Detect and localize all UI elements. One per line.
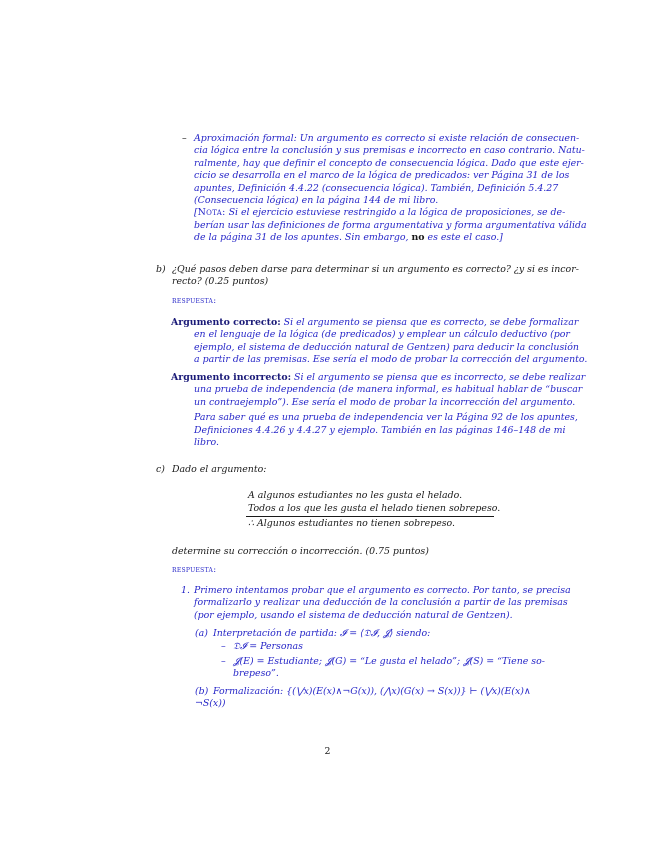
correct-argument-block bbox=[171, 317, 588, 367]
question-c bbox=[156, 464, 572, 476]
formal-line-1: Aproximación formal: Un argumento es correcto si existe relación de consecuen- bbox=[194, 133, 580, 144]
note-text-3: de la página 31 de los apuntes. Sin embargo, bbox=[194, 232, 412, 244]
respuesta-c-label bbox=[172, 564, 216, 576]
item-1-line-2: formalizarlo y realizar una deducción de la conclusión a partir de las premisas bbox=[194, 597, 568, 609]
incorrect-first-text: Si el argumento se piensa que es incorrecto, se debe realizar bbox=[291, 372, 586, 383]
formal-line-5: apuntes, Definición 4.4.22 (consecuencia lógica). También, Definición 5.4.27 bbox=[194, 182, 559, 194]
argument-premise-1: A algunos estudiantes no les gusta el helado. bbox=[248, 490, 463, 501]
question-c-intro: Dado el argumento: bbox=[172, 464, 267, 475]
item-1a-text: Interpretación de partida: 𝓘 = ⟨𝔇𝓘, 𝓙⟩ siendo: bbox=[213, 628, 431, 639]
item-1a bbox=[195, 628, 573, 640]
incorrect-line-2: una prueba de independencia (de manera informal, es habitual hablar de “buscar bbox=[194, 384, 583, 396]
dash-bullet: – bbox=[182, 133, 187, 144]
incorrect-para-3: libro. bbox=[194, 437, 219, 449]
note-open-bracket: [ bbox=[194, 207, 198, 219]
item-1a-label: (a) bbox=[195, 628, 208, 639]
item-1b bbox=[195, 686, 583, 711]
incorrect-argument-block bbox=[171, 372, 586, 449]
page-number: 2 bbox=[324, 746, 331, 757]
item-1b-text: Formalización: {(⋁x)(E(x)∧¬G(x)), (⋀x)(G(x) → S(x))} ⊢ (⋁x)(E(x)∧ bbox=[213, 686, 531, 697]
correct-line-2: en el lenguaje de la lógica (de predicados) y emplear un cálculo deductivo (por bbox=[194, 329, 570, 341]
item-1a-sub-1 bbox=[221, 641, 573, 653]
question-b-line-2: recto? (0.25 puntos) bbox=[172, 276, 269, 288]
incorrect-para-1: Para saber qué es una prueba de independencia ver la Página 92 de los apuntes, bbox=[194, 412, 578, 424]
question-b bbox=[156, 264, 579, 289]
formal-approach-block bbox=[182, 133, 587, 245]
item-1a-sub-2 bbox=[221, 656, 573, 681]
formal-line-6: (Consecuencia lógica) en la página 144 de mi libro. bbox=[194, 195, 439, 207]
correct-title: Argumento correcto: bbox=[171, 317, 281, 328]
formal-line-3: ralmente, hay que definir el concepto de consecuencia lógica. Dado que este ejer- bbox=[194, 157, 584, 169]
question-b-line-1: ¿Qué pasos deben darse para determinar si un argumento es correcto? ¿y si es incor- bbox=[172, 264, 579, 275]
item-1-number: 1. bbox=[181, 585, 190, 596]
note-line-2: berían usar las definiciones de forma argumentativa y forma argumentativa válida bbox=[194, 219, 587, 231]
correct-first-line bbox=[171, 317, 579, 329]
respuesta-b-text: respuesta: bbox=[172, 296, 217, 306]
correct-line-3: ejemplo, el sistema de deducción natural de Gentzen) para deducir la conclusión bbox=[194, 341, 579, 353]
note-text-3b: es este el caso.] bbox=[424, 232, 503, 244]
argument-rule bbox=[246, 516, 494, 517]
formal-line-4: cicio se desarrolla en el marco de la lógica de predicados: ver Página 31 de los bbox=[194, 170, 570, 182]
question-b-label: b) bbox=[156, 264, 166, 275]
argument-conclusion: ∴ Algunos estudiantes no tienen sobrepeso. bbox=[248, 518, 456, 529]
item-1a-predicates-cont: brepeso”. bbox=[233, 668, 279, 680]
correct-line-4: a partir de las premisas. Ese sería el modo de probar la corrección del argumento. bbox=[194, 354, 588, 366]
respuesta-c-text: respuesta: bbox=[172, 565, 217, 575]
formal-line-2: cia lógica entre la conclusión y sus premisas e incorrecto en caso contrario. Natu- bbox=[194, 145, 585, 157]
note-text-1: Si el ejercicio estuviese restringido a la lógica de proposiciones, se de- bbox=[225, 207, 566, 219]
item-1a-predicates: 𝓙(E) = Estudiante; 𝓙(G) = “Le gusta el helado”; 𝓙(S) = “Tiene so- bbox=[233, 656, 545, 667]
question-c-label: c) bbox=[156, 464, 165, 475]
dash-bullet-1: – bbox=[221, 641, 226, 652]
incorrect-para-2: Definiciones 4.4.26 y 4.4.27 y ejemplo. También en las páginas 146–148 de mi bbox=[194, 424, 566, 436]
item-1-line-1: Primero intentamos probar que el argumento es correcto. Por tanto, se precisa bbox=[194, 585, 571, 596]
item-1b-cont: ¬S(x)) bbox=[195, 698, 226, 710]
respuesta-b-label bbox=[172, 295, 216, 307]
item-1b-label: (b) bbox=[195, 686, 209, 697]
item-1a-domain: 𝔇𝓘 = Personas bbox=[233, 641, 303, 652]
item-1-line-3: (por ejemplo, usando el sistema de deducción natural de Gentzen). bbox=[194, 609, 513, 621]
incorrect-first-line bbox=[171, 372, 586, 384]
answer-item-1 bbox=[181, 585, 574, 622]
argument-premise-2: Todos a los que les gusta el helado tienen sobrepeso. bbox=[248, 503, 501, 514]
question-c-ask: determine su corrección o incorrección. (0.75 puntos) bbox=[172, 546, 429, 557]
note-bold-no: no bbox=[411, 232, 425, 244]
incorrect-line-3: un contraejemplo”). Ese sería el modo de probar la incorrección del argumento. bbox=[194, 396, 576, 408]
dash-bullet-2: – bbox=[221, 656, 226, 667]
incorrect-title: Argumento incorrecto: bbox=[171, 372, 292, 383]
note-line-3 bbox=[194, 232, 584, 244]
correct-first-text: Si el argumento se piensa que es correcto, se debe formalizar bbox=[280, 317, 579, 328]
note-label: Nota: bbox=[197, 207, 226, 219]
note-line-1 bbox=[194, 207, 584, 219]
